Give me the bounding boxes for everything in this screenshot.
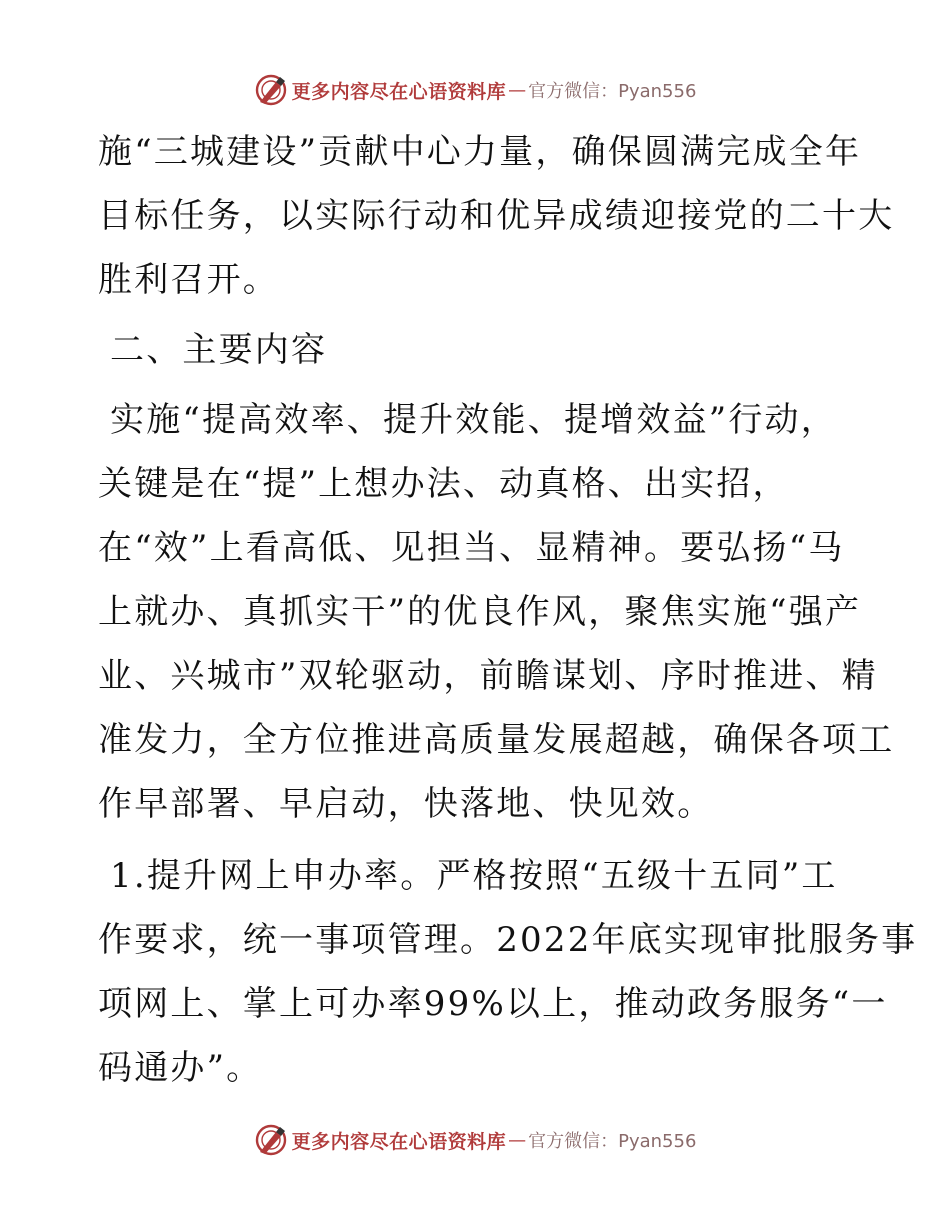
text-line: 1.提升网上申办率。严格按照“五级十五同”工 [110, 856, 838, 896]
text-line: 施“三城建设”贡献中心力量，确保圆满完成全年 [98, 132, 862, 172]
text-line: 准发力，全方位推进高质量发展超越，确保各项工 [98, 720, 895, 760]
text-line: 目标任务，以实际行动和优异成绩迎接党的二十大 [98, 196, 895, 236]
banner-main-text: 更多内容尽在心语资料库 [291, 1130, 507, 1153]
text-line: 实施“提高效率、提升效能、提增效益”行动， [110, 400, 837, 440]
text-line: 胜利召开。 [98, 260, 279, 300]
pen-logo-icon [254, 1123, 288, 1157]
banner-contact-text: 官方微信：Pyan556 [528, 81, 697, 102]
text-line: 作要求，统一事项管理。2022年底实现审批服务事 [98, 920, 918, 960]
banner-dash: — [508, 79, 527, 101]
text-line: 项网上、掌上可办率99%以上，推动政务服务“一 [98, 984, 888, 1024]
pen-logo-icon [254, 73, 288, 107]
banner-dash: — [508, 1129, 527, 1151]
header-watermark [0, 70, 950, 110]
document-body [98, 120, 918, 1100]
paragraph-item-1 [98, 844, 918, 1100]
section-heading: 二、主要内容 [110, 330, 328, 370]
footer-watermark [0, 1120, 950, 1160]
text-line: 关键是在“提”上想办法、动真格、出实招， [98, 464, 789, 504]
paragraph-main-content [98, 388, 895, 836]
banner-contact-text: 官方微信：Pyan556 [528, 1131, 697, 1152]
text-line: 在“效”上看高低、见担当、显精神。要弘扬“马 [98, 528, 845, 568]
text-line: 上就办、真抓实干”的优良作风，聚焦实施“强产 [98, 592, 862, 632]
banner-main-text: 更多内容尽在心语资料库 [291, 80, 507, 103]
text-line: 作早部署、早启动，快落地、快见效。 [98, 784, 714, 824]
text-line: 码通办”。 [98, 1048, 263, 1088]
text-line: 业、兴城市”双轮驱动，前瞻谋划、序时推进、精 [98, 656, 878, 696]
paragraph-intro-continuation [98, 120, 895, 312]
